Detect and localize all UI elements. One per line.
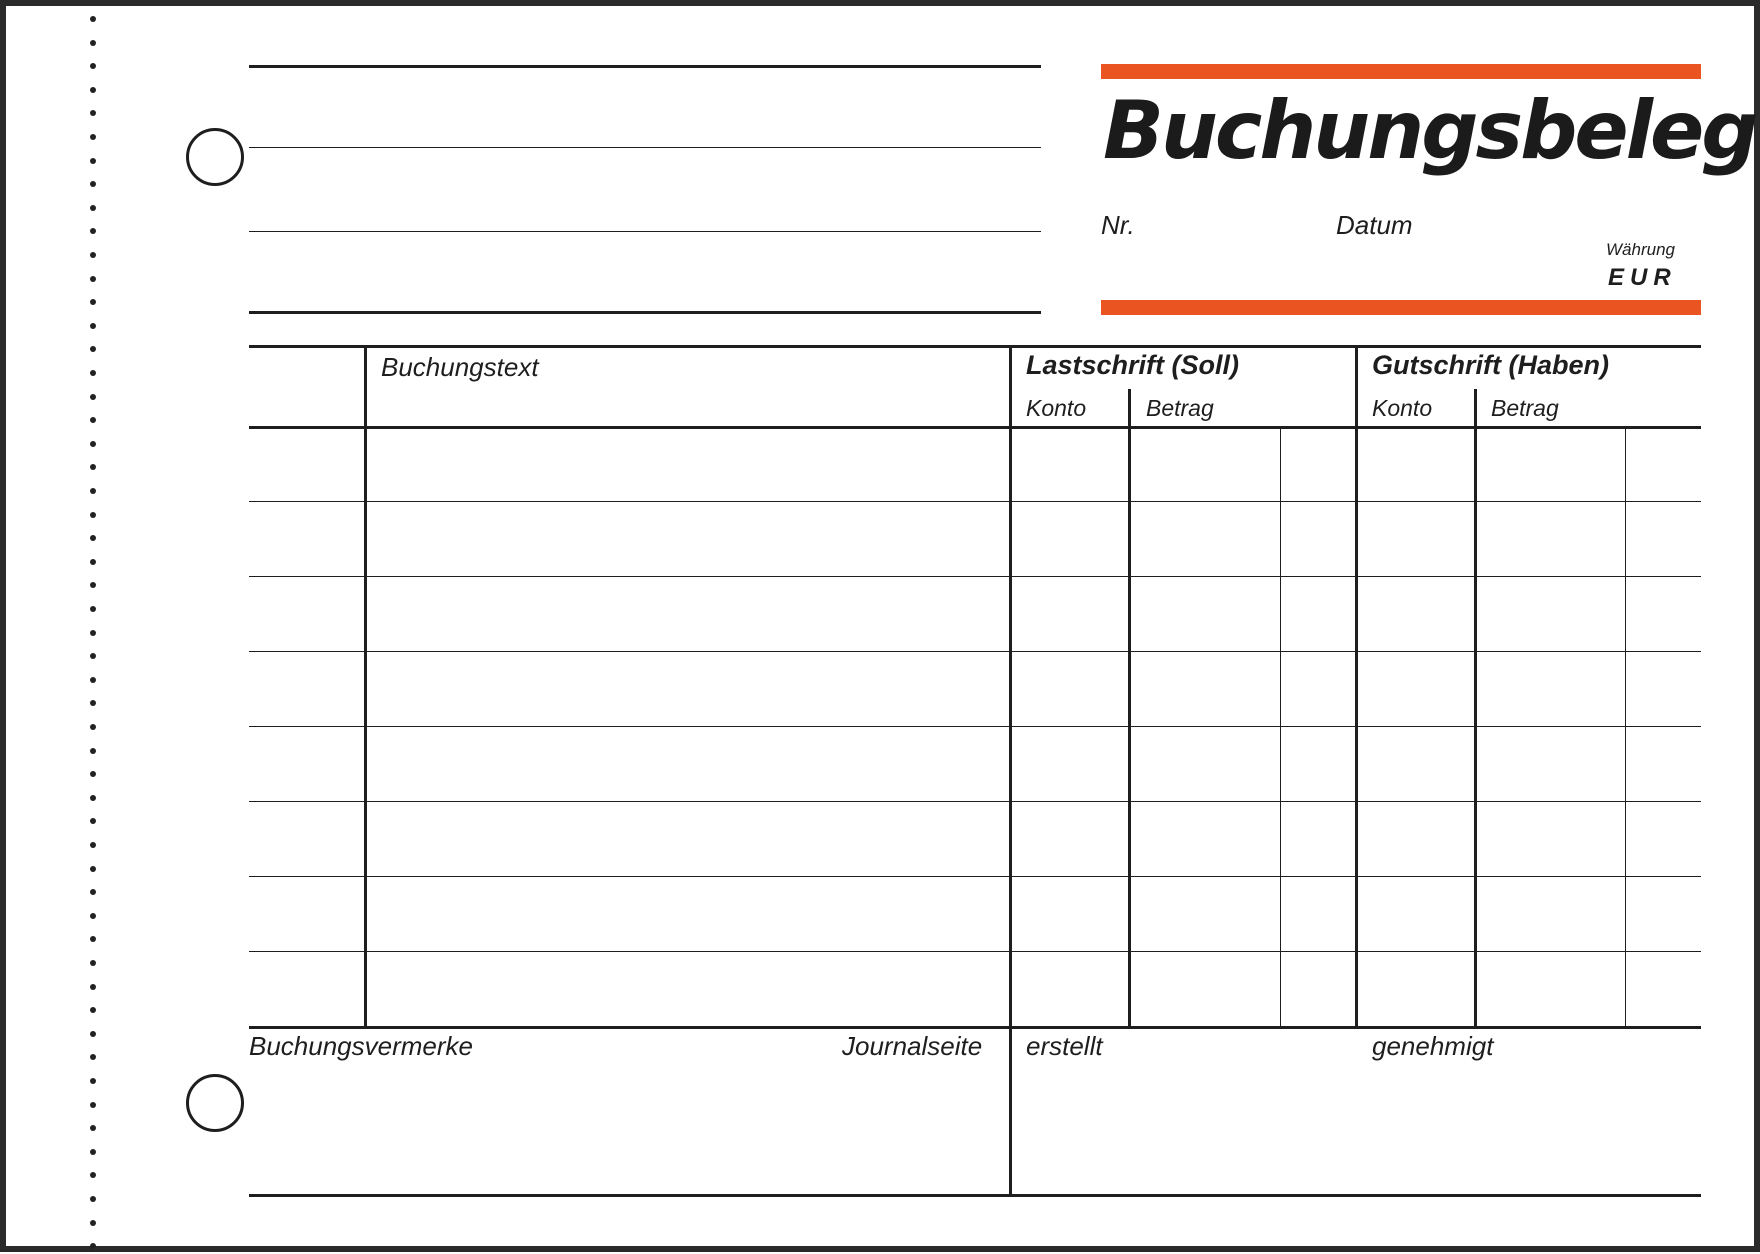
- perforation-dot: [90, 158, 96, 164]
- perforation-dot: [90, 394, 96, 400]
- column-divider-credit-amount: [1474, 389, 1477, 1028]
- perforation-dot: [90, 1078, 96, 1084]
- perforation-dot: [90, 299, 96, 305]
- debit-amount-label: Betrag: [1146, 395, 1214, 421]
- address-line-1: [249, 65, 1041, 68]
- perforation-dot: [90, 606, 96, 612]
- approved-label: genehmigt: [1372, 1031, 1494, 1061]
- perforation-dot: [90, 700, 96, 706]
- form-bottom-border: [249, 1194, 1701, 1197]
- table-row-divider: [249, 576, 1701, 577]
- perforation-dot: [90, 276, 96, 282]
- perforation-dot: [90, 1102, 96, 1108]
- perforation-dot: [90, 346, 96, 352]
- remarks-label: Buchungsvermerke: [249, 1031, 473, 1061]
- perforation-dot: [90, 417, 96, 423]
- column-divider-credit-cents: [1625, 427, 1626, 1026]
- column-divider-debit-amount: [1128, 389, 1131, 1028]
- perforation-dot: [90, 653, 96, 659]
- perforation-dot: [90, 818, 96, 824]
- perforation-dot: [90, 1007, 96, 1013]
- address-line-4: [249, 311, 1041, 314]
- punch-hole-top: [186, 128, 244, 186]
- address-line-3: [249, 231, 1041, 232]
- perforation-dot: [90, 842, 96, 848]
- buchungstext-header: Buchungstext: [381, 352, 539, 382]
- perforation-dot: [90, 1149, 96, 1155]
- table-row-divider: [249, 801, 1701, 802]
- perforation-dot: [90, 677, 96, 683]
- punch-hole-bottom: [186, 1074, 244, 1132]
- table-header-bottom-border: [249, 426, 1701, 429]
- perforation-dot: [90, 1125, 96, 1131]
- perforation-dot: [90, 960, 96, 966]
- column-divider-credit: [1355, 345, 1358, 1028]
- perforation-dot: [90, 110, 96, 116]
- perforation-dot: [90, 512, 96, 518]
- perforation-dot: [90, 181, 96, 187]
- perforation-dot: [90, 748, 96, 754]
- perforation-dot: [90, 582, 96, 588]
- perforation-edge: [90, 10, 98, 1254]
- nr-label: Nr.: [1101, 210, 1135, 240]
- table-row-divider: [249, 876, 1701, 877]
- credit-amount-label: Betrag: [1491, 395, 1559, 421]
- perforation-dot: [90, 1031, 96, 1037]
- debit-account-label: Konto: [1026, 395, 1087, 421]
- column-divider-debit-cents: [1280, 427, 1281, 1026]
- table-row-divider: [249, 726, 1701, 727]
- perforation-dot: [90, 1054, 96, 1060]
- table-row-divider: [249, 501, 1701, 502]
- perforation-dot: [90, 724, 96, 730]
- perforation-dot: [90, 40, 96, 46]
- perforation-dot: [90, 252, 96, 258]
- table-top-border: [249, 345, 1701, 348]
- perforation-dot: [90, 1172, 96, 1178]
- table-row-divider: [249, 951, 1701, 952]
- perforation-dot: [90, 16, 96, 22]
- perforation-dot: [90, 63, 96, 69]
- created-label: erstellt: [1026, 1031, 1103, 1061]
- perforation-dot: [90, 205, 96, 211]
- perforation-dot: [90, 488, 96, 494]
- currency-label: Währung: [1606, 240, 1675, 259]
- perforation-dot: [90, 889, 96, 895]
- title-bar-bottom: [1101, 300, 1701, 315]
- title-bar-top: [1101, 64, 1701, 79]
- perforation-dot: [90, 630, 96, 636]
- perforation-dot: [90, 913, 96, 919]
- column-divider-debit: [1009, 345, 1012, 1196]
- table-row-divider: [249, 651, 1701, 652]
- table-bottom-border: [249, 1026, 1701, 1029]
- credit-header: Gutschrift (Haben): [1372, 350, 1610, 380]
- currency-value: EUR: [1608, 264, 1677, 291]
- perforation-dot: [90, 134, 96, 140]
- perforation-dot: [90, 559, 96, 565]
- perforation-dot: [90, 984, 96, 990]
- column-divider-text: [364, 345, 367, 1028]
- address-line-2: [249, 147, 1041, 148]
- perforation-dot: [90, 866, 96, 872]
- document-title: Buchungsbeleg: [1103, 84, 1756, 177]
- perforation-dot: [90, 228, 96, 234]
- perforation-dot: [90, 464, 96, 470]
- debit-header: Lastschrift (Soll): [1026, 350, 1240, 380]
- perforation-dot: [90, 535, 96, 541]
- perforation-dot: [90, 771, 96, 777]
- perforation-dot: [90, 1220, 96, 1226]
- perforation-dot: [90, 1243, 96, 1249]
- perforation-dot: [90, 87, 96, 93]
- perforation-dot: [90, 323, 96, 329]
- perforation-dot: [90, 795, 96, 801]
- perforation-dot: [90, 1196, 96, 1202]
- perforation-dot: [90, 370, 96, 376]
- perforation-dot: [90, 936, 96, 942]
- perforation-dot: [90, 441, 96, 447]
- journal-page-label: Journalseite: [842, 1031, 983, 1061]
- credit-account-label: Konto: [1372, 395, 1433, 421]
- datum-label: Datum: [1336, 210, 1413, 240]
